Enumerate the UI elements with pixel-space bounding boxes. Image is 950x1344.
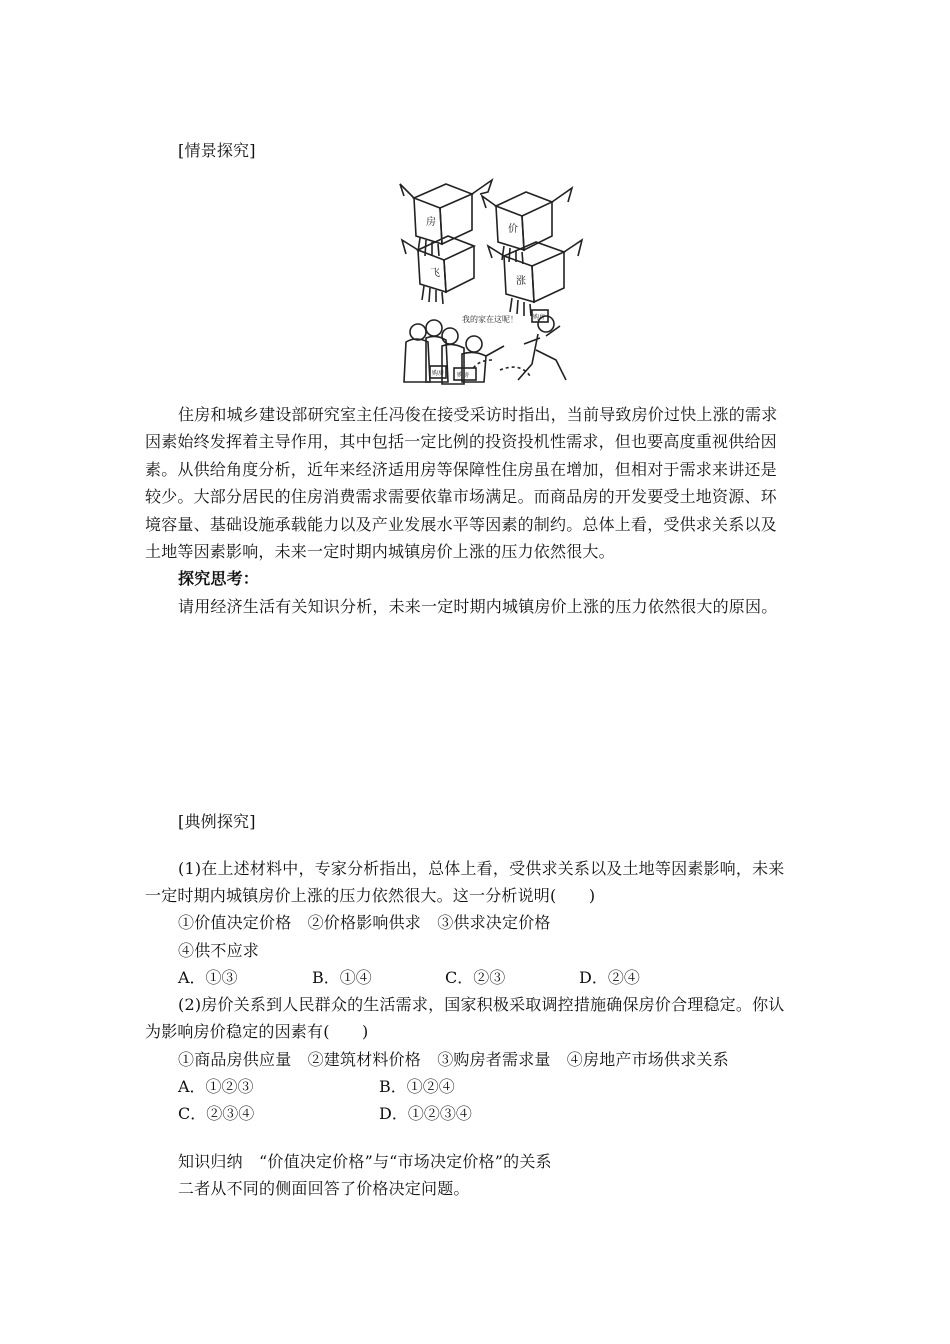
cartoon-illustration [396,170,586,396]
q2-option-a: A．①②③ [178,1077,254,1096]
q1-option-a: A．①③ [178,968,238,987]
summary-text: 二者从不同的侧面回答了价格决定问题。 [178,1179,470,1198]
cartoon-speech: 我的家在这呢！ [462,315,518,324]
cartoon-sign-2: 购房 [457,372,470,379]
question-1-line: (1)在上述材料中，专家分析指出，总体上看，受供求关系以及土地等因素影响，未来 [178,859,785,878]
question-2-line: (2)房价关系到人民群众的生活需求，国家积极采取调控措施确保房价合理稳定。你认 [178,995,785,1014]
box-char-4: 涨 [516,276,526,287]
paragraph-line: 素。从供给角度分析，近年来经济适用房等保障性住房虽在增加，但相对于需求来讲还是 [145,460,777,479]
think-label: 探究思考： [178,569,260,588]
think-question: 请用经济生活有关知识分析，未来一定时期内城镇房价上涨的压力依然很大的原因。 [178,597,778,616]
question-1-line: 一定时期内城镇房价上涨的压力依然很大。这一分析说明( ) [145,886,596,905]
q1-option-d: D．②④ [579,968,640,987]
q2-option-c: C．②③④ [178,1104,255,1123]
paragraph-line: 土地等因素影响，未来一定时期内城镇房价上涨的压力依然很大。 [145,542,615,561]
paragraph-line: 因素始终发挥着主导作用，其中包括一定比例的投资投机性需求，但也要高度重视供给因 [145,432,777,451]
box-char-2: 价 [508,224,518,235]
flying-house-cartoon [396,170,586,396]
q1-option-c: C．②③ [445,968,506,987]
box-char-3: 飞 [430,268,440,279]
q2-option-b: B．①②④ [379,1077,455,1096]
question-1-items: ①价值决定价格 ②价格影响供求 ③供求决定价格 [178,913,551,932]
section-heading-scenario: [情景探究] [178,141,256,160]
question-2-items: ①商品房供应量 ②建筑材料价格 ③购房者需求量 ④房地产市场供求关系 [178,1050,729,1069]
paragraph-line: 住房和城乡建设部研究室主任冯俊在接受采访时指出，当前导致房价过快上涨的需求 [178,405,778,424]
box-char-1: 房 [426,217,436,228]
paragraph-line: 境容量、基础设施承载能力以及产业发展水平等因素的制约。总体上看，受供求关系以及 [145,515,777,534]
question-1-items: ④供不应求 [178,941,260,960]
q1-option-b: B．①④ [312,968,372,987]
question-2-line: 为影响房价稳定的因素有( ) [145,1022,369,1041]
q2-option-d: D．①②③④ [379,1104,472,1123]
paragraph-line: 较少。大部分居民的住房消费需求需要依靠市场满足。而商品房的开发要受土地资源、环 [145,487,777,506]
cartoon-sign-1: 购房 [432,370,445,377]
cartoon-sign-3: 购房 [533,314,546,321]
summary-title: 知识归纳 “价值决定价格”与“市场决定价格”的关系 [178,1152,552,1171]
section-heading-example: [典例探究] [178,812,256,831]
